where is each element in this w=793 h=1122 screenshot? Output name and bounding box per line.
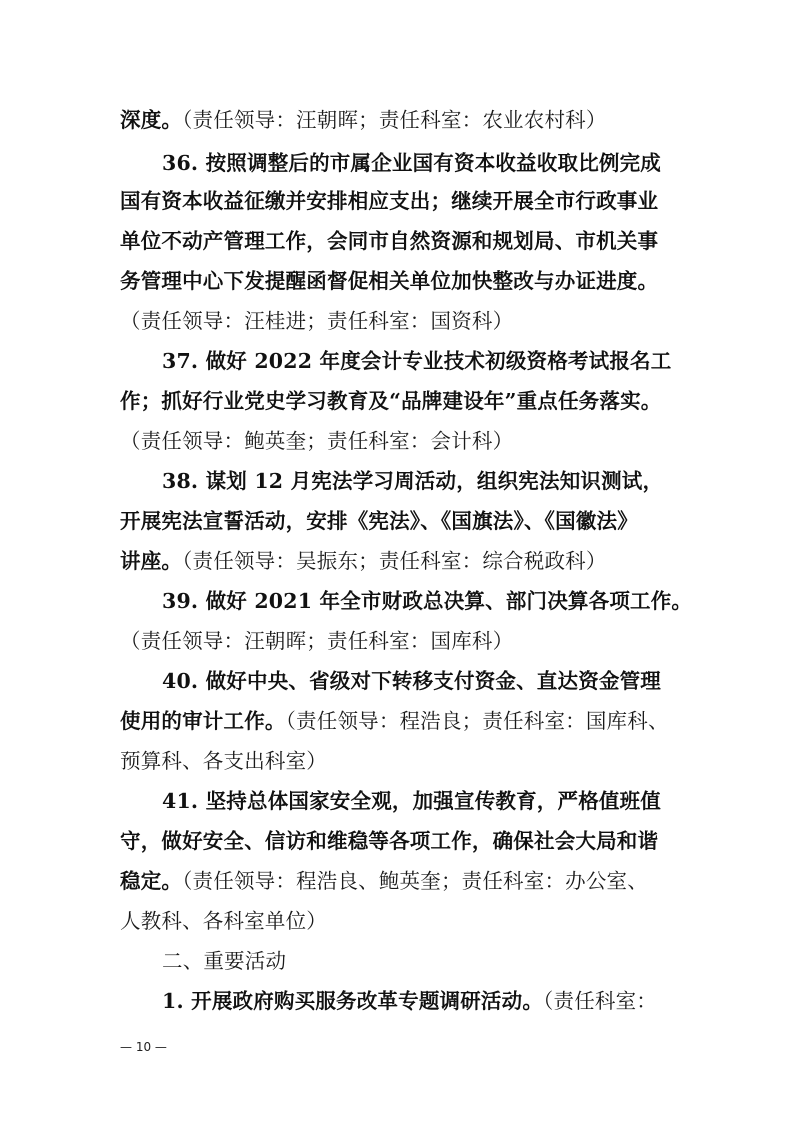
- text-line: [120, 901, 327, 941]
- bold-text: 40. 做好中央、省级对下转移支付资金、直达资金管理: [162, 669, 662, 693]
- normal-text: （责任领导：汪朝晖；责任科室：农业农村科）: [182, 108, 607, 132]
- bold-text: 37. 做好 2022 年度会计专业技术初级资格考试报名工: [162, 349, 672, 373]
- text-line: [120, 100, 607, 140]
- text-line: [162, 341, 671, 381]
- section-heading: [162, 941, 286, 981]
- text-line: [120, 501, 638, 541]
- text-line: [162, 581, 692, 621]
- bold-text: 稳定。: [120, 869, 183, 893]
- bold-text: 务管理中心下发提醒函督促相关单位加快整改与办证进度。: [120, 269, 659, 293]
- text-line: [120, 181, 658, 221]
- bold-text: 39. 做好 2021 年全市财政总决算、部门决算各项工作。: [162, 589, 693, 613]
- bold-text: 深度。: [120, 108, 183, 132]
- page-number: — 10 —: [120, 1040, 167, 1054]
- text-line: [162, 981, 657, 1021]
- normal-text: （责任领导：汪朝晖；责任科室：国库科）: [120, 629, 514, 653]
- bold-text: 讲座。: [120, 549, 183, 573]
- bold-text: 国有资本收益征缴并安排相应支出；继续开展全市行政事业: [120, 189, 659, 213]
- text-line: [120, 261, 658, 301]
- normal-text: （责任领导：程浩良、鲍英奎；责任科室：办公室、: [182, 869, 648, 893]
- bold-text: 开展宪法宣誓活动，安排《宪法》、《国旗法》、《国徽法》: [120, 509, 638, 533]
- text-line: [162, 661, 661, 701]
- text-line: [162, 781, 661, 821]
- text-line: [162, 461, 663, 501]
- bold-text: 36. 按照调整后的市属企业国有资本收益收取比例完成: [162, 151, 662, 175]
- bold-text: 38. 谋划 12 月宪法学习周活动，组织宪法知识测试，: [162, 469, 664, 493]
- normal-text: 二、重要活动: [162, 949, 287, 973]
- bold-text: 使用的审计工作。: [120, 709, 286, 733]
- text-line: [120, 541, 607, 581]
- normal-text: 预算科、各支出科室）: [120, 749, 327, 773]
- text-line: [120, 301, 513, 341]
- bold-text: 守，做好安全、信访和维稳等各项工作，确保社会大局和谐: [120, 829, 659, 853]
- text-line: [120, 861, 648, 901]
- text-line: [120, 701, 669, 741]
- text-line: [120, 381, 661, 421]
- normal-text: 人教科、各科室单位）: [120, 909, 327, 933]
- bold-text: 作；抓好行业党史学习教育及“品牌建设年”重点任务落实。: [120, 389, 662, 413]
- text-line: [120, 621, 513, 661]
- bold-text: 单位不动产管理工作，会同市自然资源和规划局、市机关事: [120, 229, 659, 253]
- normal-text: （责任领导：程浩良；责任科室：国库科、: [285, 709, 669, 733]
- bold-text: 1. 开展政府购买服务改革专题调研活动。: [162, 989, 544, 1013]
- text-line: [120, 421, 513, 461]
- normal-text: （责任领导：鲍英奎；责任科室：会计科）: [120, 429, 514, 453]
- normal-text: （责任科室：: [543, 989, 657, 1013]
- bold-text: 41. 坚持总体国家安全观，加强宣传教育，严格值班值: [162, 789, 662, 813]
- text-line: [120, 221, 658, 261]
- normal-text: （责任领导：吴振东；责任科室：综合税政科）: [182, 549, 607, 573]
- normal-text: （责任领导：汪桂进；责任科室：国资科）: [120, 309, 514, 333]
- text-line: [120, 821, 658, 861]
- text-line: [162, 143, 661, 183]
- text-line: [120, 741, 327, 781]
